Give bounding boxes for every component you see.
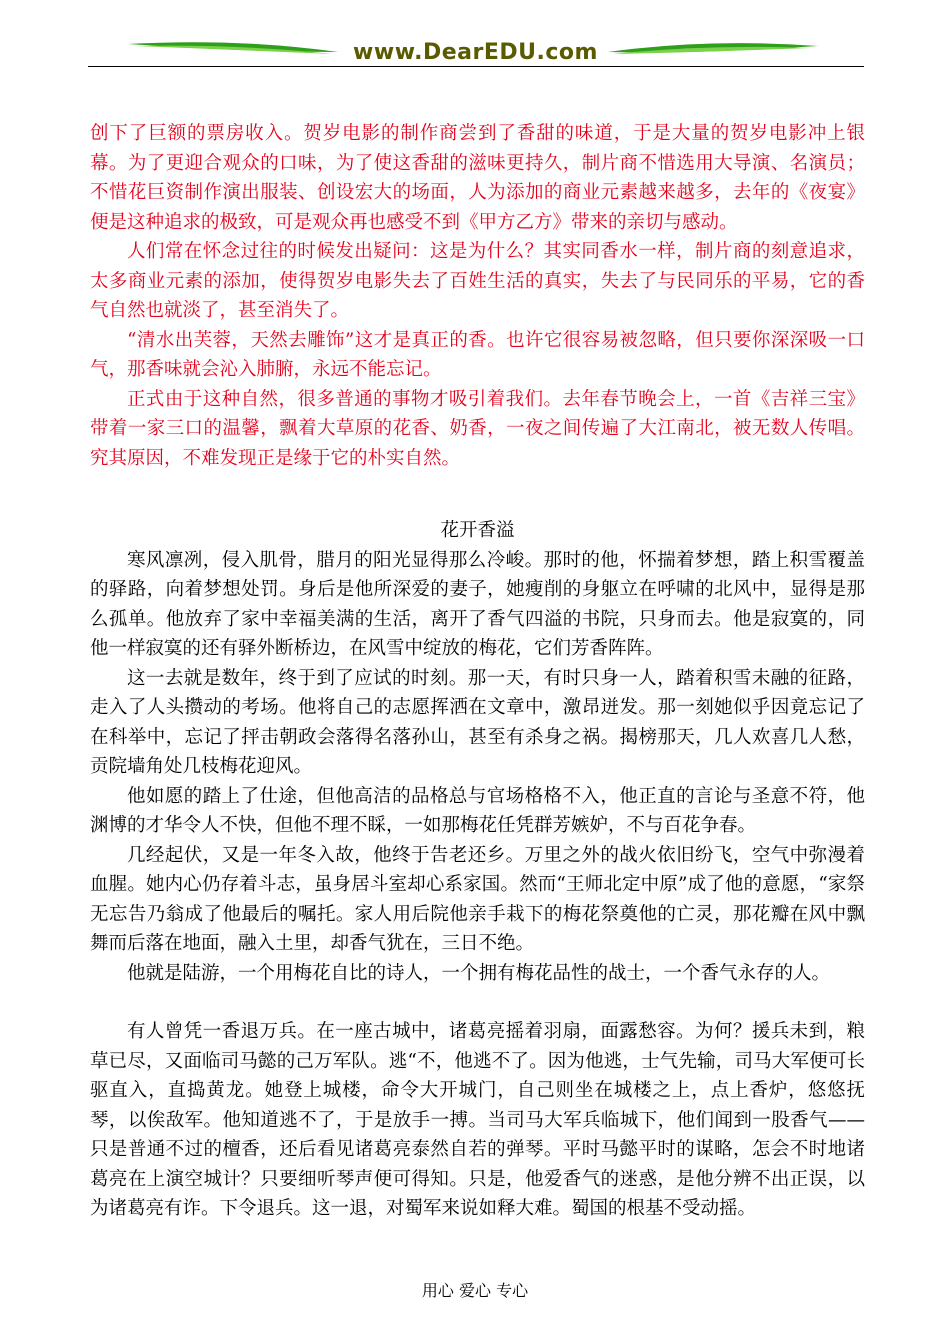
document-body xyxy=(90,119,865,1224)
paragraph: 有人曾凭一香退万兵。在一座古城中，诸葛亮摇着羽扇，面露愁容。为何？援兵未到，粮草已尽，又面临司马懿的己万军队。逃“不，他逃不了。因为他逃，士气先输，司马大军便可长驱直入，直捣黄龙。她登上城楼，命令大开城门，自己则坐在城楼之上，点上香炉，悠悠抚琴，以俟敌军。他知道逃不了，于是放手一搏。当司马大军兵临城下，他们闻到一股香气——只是普通不过的檀香，还后看见诸葛亮泰然自若的弹琴。平时马懿平时的谋略，怎会不时地诸葛亮在上演空城计？只要细听琴声便可得知。只是，他爱香气的迷惑，是他分辨不出正误，以为诸葛亮有诈。下令退兵。这一退，对蜀军来说如释大难。蜀国的根基不受动摇。 xyxy=(90,1021,865,1219)
paragraph: 他就是陆游，一个用梅花自比的诗人，一个拥有梅花品性的战士，一个香气永存的人。 xyxy=(127,962,831,984)
paragraph: 正式由于这种自然，很多普通的事物才吸引着我们。去年春节晚会上，一首《吉祥三宝》带着一家三口的温馨，飘着大草原的花香、奶香，一夜之间传遍了大江南北，被无数人传唱。究其原因，不难发现正是缘于它的朴实自然。 xyxy=(90,388,865,469)
paragraph: 几经起伏，又是一年冬入故，他终于告老还乡。万里之外的战火依旧纷飞，空气中弥漫着血腥。她内心仍存着斗志，虽身居斗室却心系家国。然而“王师北定中原”成了他的意愿，“家祭无忘告乃翁成了他最后的嘱托。家人用后院他亲手栽下的梅花祭奠他的亡灵，那花瓣在风中飘舞而后落在地面，融入土里，却香气犹在，三日不绝。 xyxy=(90,844,865,954)
paragraph: 创下了巨额的票房收入。贺岁电影的制作商尝到了香甜的味道，于是大量的贺岁电影冲上银幕。为了更迎合观众的口味，为了使这香甜的滋味更持久，制片商不惜选用大导演、名演员；不惜花巨资制作演出服装、创设宏大的场面，人为添加的商业元素越来越多，去年的《夜宴》便是这种追求的极致，可是观众再也感受不到《甲方乙方》带来的亲切与感动。 xyxy=(90,123,865,233)
essay-title: 花开香溢 xyxy=(440,520,515,541)
page-footer: 用心 爱心 专心 xyxy=(421,1281,529,1300)
site-logo-text[interactable]: www.DearEDU.com xyxy=(353,40,598,65)
paragraph: “清水出芙蓉，天然去雕饰”这才是真正的香。也许它很容易被忽略，但只要你深深吸一口气，那香味就会沁入肺腑，永远不能忘记。 xyxy=(90,329,865,380)
paragraph: 人们常在怀念过往的时候发出疑问：这是为什么？其实同香水一样，制片商的刻意追求，太多商业元素的添加，使得贺岁电影失去了百姓生活的真实，失去了与民同乐的平易，它的香气自然也就淡了，甚至消失了。 xyxy=(90,241,865,321)
paragraph: 他如愿的踏上了仕途，但他高洁的品格总与官场格格不入，他正直的言论与圣意不符，他渊博的才华令人不快，但他不理不睬，一如那梅花任凭群芳嫉妒，不与百花争春。 xyxy=(90,785,865,836)
spacer xyxy=(90,988,865,1017)
paragraph: 这一去就是数年，终于到了应试的时刻。那一天，有时只身一人，踏着积雪未融的征路，走入了人头攒动的考场。他将自己的志愿挥洒在文章中，激昂迸发。那一刻她似乎因竟忘记了在科举中，忘记了抨击朝政会落得名落孙山，甚至有杀身之祸。揭榜那天，几人欢喜几人愁，贡院墙角处几枝梅花迎风。 xyxy=(90,667,865,777)
spacer xyxy=(90,473,865,502)
site-header xyxy=(88,30,863,70)
paragraph: 寒风凛冽，侵入肌骨，腊月的阳光显得那么冷峻。那时的他，怀揣着梦想，踏上积雪覆盖的驿路，向着梦想处罚。身后是他所深爱的妻子，她瘦削的身躯立在呼啸的北风中，显得是那么孤单。他放弃了家中幸福美满的生活，离开了香气四溢的书院，只身而去。他是寂寞的，同他一样寂寞的还有驿外断桥边，在风雪中绽放的梅花，它们芳香阵阵。 xyxy=(90,549,865,659)
header-rule xyxy=(88,66,864,67)
